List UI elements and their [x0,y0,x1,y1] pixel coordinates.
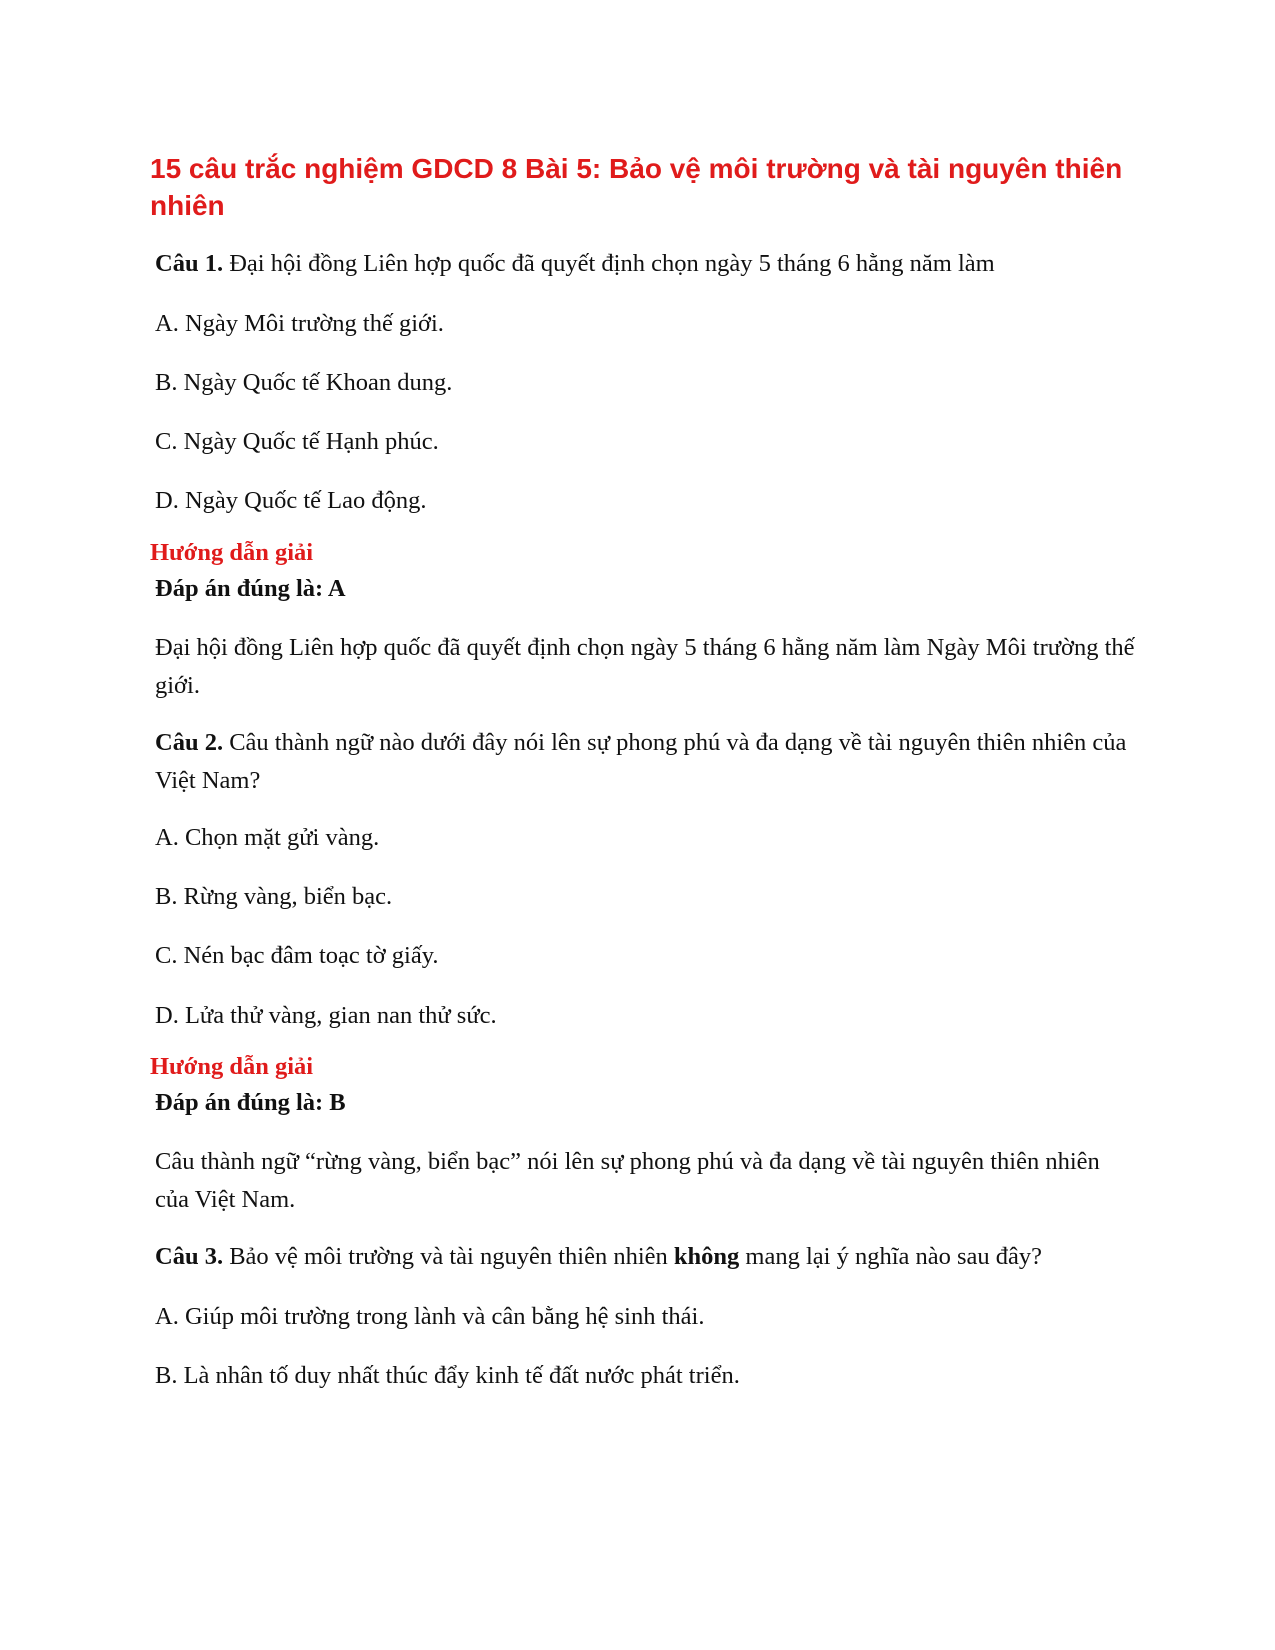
question-3-option-a: A. Giúp môi trường trong lành và cân bằng hệ sinh thái. [155,1303,705,1330]
question-2-option-d: D. Lửa thử vàng, gian nan thử sức. [155,1002,497,1029]
question-2-explanation: Câu thành ngữ “rừng vàng, biển bạc” nói lên sự phong phú và đa dạng về tài nguyên thiên nhiên của Việt Nam. [155,1148,1100,1213]
question-1-option-c: C. Ngày Quốc tế Hạnh phúc. [155,428,439,455]
question-3-option-b: B. Là nhân tố duy nhất thúc đẩy kinh tế đất nước phát triển. [155,1362,740,1389]
question-1-option-d: D. Ngày Quốc tế Lao động. [155,487,427,514]
question-1-guide-heading: Hướng dẫn giải [150,539,314,566]
question-1-answer: Đáp án đúng là: A [155,575,346,602]
question-3 [155,1238,1135,1276]
question-3-text-after: mang lại ý nghĩa nào sau đây? [739,1243,1043,1270]
question-3-text-before: Bảo vệ môi trường và tài nguyên thiên nhiên [223,1243,674,1270]
question-3-label: Câu 3. [155,1243,224,1270]
question-1-option-b: B. Ngày Quốc tế Khoan dung. [155,369,453,396]
question-2-answer: Đáp án đúng là: B [155,1089,346,1116]
question-2-guide-heading: Hướng dẫn giải [150,1053,314,1080]
question-2-option-a: A. Chọn mặt gửi vàng. [155,824,380,851]
question-2-option-b: B. Rừng vàng, biển bạc. [155,883,393,910]
question-2-option-c: C. Nén bạc đâm toạc tờ giấy. [155,942,439,969]
question-1-explanation: Đại hội đồng Liên hợp quốc đã quyết định chọn ngày 5 tháng 6 hằng năm làm Ngày Môi trường thế giới. [155,634,1135,699]
document-title: 15 câu trắc nghiệm GDCD 8 Bài 5: Bảo vệ môi trường và tài nguyên thiên nhiên [150,153,1123,221]
question-1-label: Câu 1. [155,250,224,277]
question-2-label: Câu 2. [155,729,224,756]
question-2-text: Câu thành ngữ nào dưới đây nói lên sự phong phú và đa dạng về tài nguyên thiên nhiên của Việt Nam? [155,729,1127,794]
question-1-option-a: A. Ngày Môi trường thế giới. [155,310,444,337]
question-2 [155,724,1135,800]
question-1 [155,245,1135,283]
question-3-text-bold: không [673,1243,740,1270]
question-1-text: Đại hội đồng Liên hợp quốc đã quyết định chọn ngày 5 tháng 6 hằng năm làm [223,250,995,277]
